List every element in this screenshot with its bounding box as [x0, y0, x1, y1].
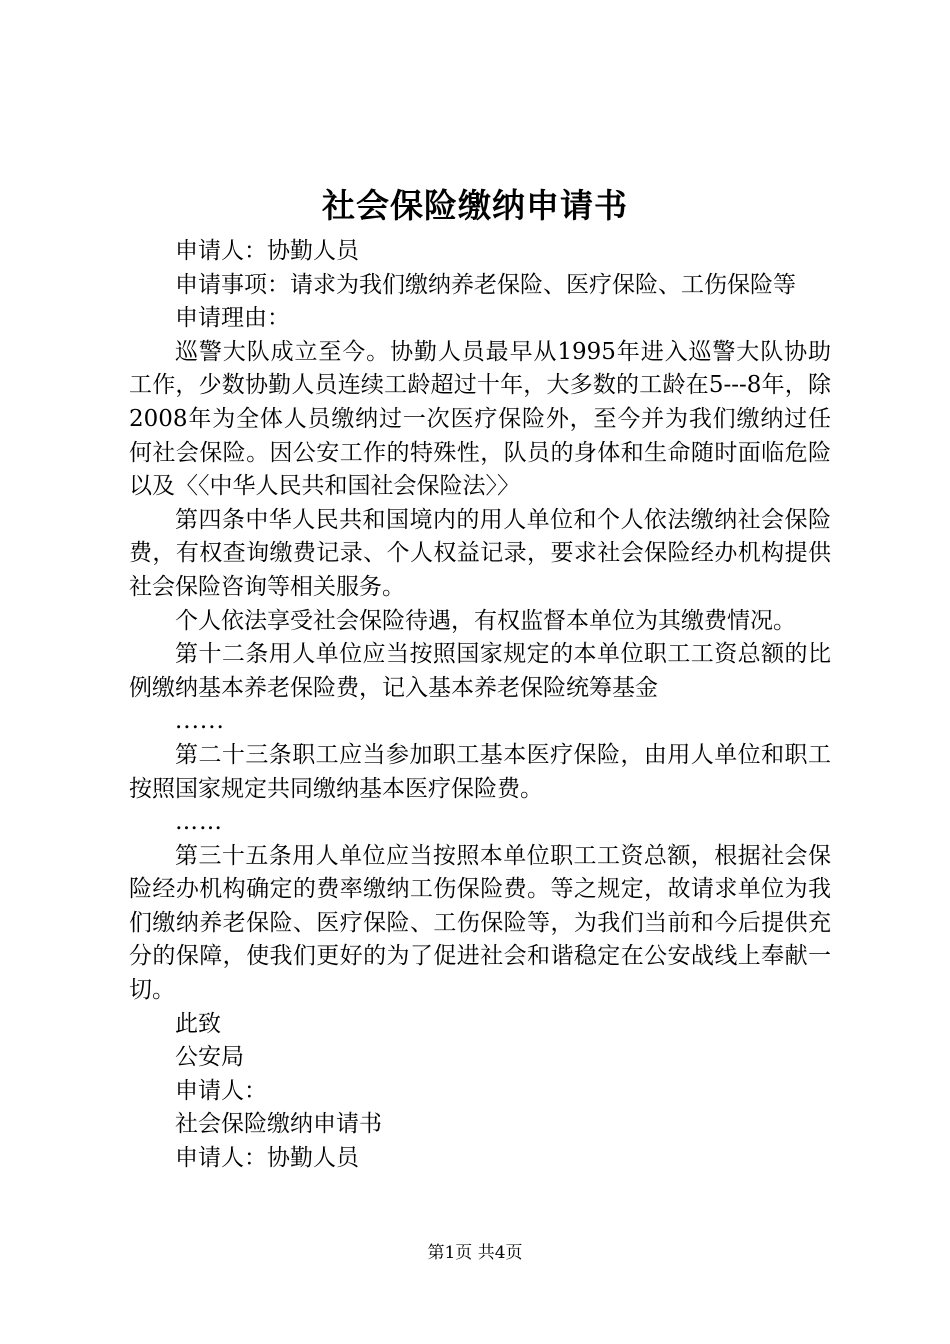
- recipient-line: 公安局: [175, 1044, 244, 1071]
- page-number-footer: 第1页 共4页: [427, 1243, 523, 1263]
- ellipsis-line: ......: [175, 708, 225, 735]
- article-12-paragraph: 第十二条用人单位应当按照国家规定的本单位职工工资总额的比例缴纳基本养老保险费，记入基本养老保险统筹基金: [129, 641, 831, 701]
- reason-paragraph: 巡警大队成立至今。协勤人员最早从1995年进入巡警大队协助工作，少数协勤人员连续工龄超过十年，大多数的工龄在5---8年，除2008年为全体人员缴纳过一次医疗保险外，至今并为我们缴纳过任何社会保险。因公安工作的特殊性，队员的身体和生命随时面临危险以及〈〈中华人民共和国社会保险法〉〉: [129, 338, 831, 500]
- article-23-paragraph: 第二十三条职工应当参加职工基本医疗保险，由用人单位和职工按照国家规定共同缴纳基本医疗保险费。: [129, 741, 831, 802]
- page-title: 社会保险缴纳申请书: [322, 186, 628, 225]
- document-body: [129, 235, 831, 1176]
- salutation-line: 此致: [175, 1010, 221, 1037]
- personal-rights-paragraph: 个人依法享受社会保险待遇，有权监督本单位为其缴费情况。: [175, 607, 796, 634]
- signature-line: 申请人：: [175, 1077, 267, 1104]
- applicant-line: 申请人：协勤人员: [175, 238, 359, 264]
- repeated-title-line: 社会保险缴纳申请书: [175, 1111, 382, 1138]
- ellipsis-line: ……: [175, 809, 223, 836]
- applicant-line: 申请人：协勤人员: [175, 1145, 359, 1172]
- article-4-paragraph: 第四条中华人民共和国境内的用人单位和个人依法缴纳社会保险费，有权查询缴费记录、个人权益记录，要求社会保险经办机构提供社会保险咨询等相关服务。: [129, 506, 831, 600]
- reason-heading: 申请理由：: [175, 305, 290, 332]
- article-35-paragraph: 第三十五条用人单位应当按照本单位职工工资总额，根据社会保险经办机构确定的费率缴纳工伤保险费。等之规定，故请求单位为我们缴纳养老保险、医疗保险、工伤保险等，为我们当前和今后提供充分的保障，使我们更好的为了促进社会和谐稳定在公安战线上奉献一切。: [129, 842, 831, 1004]
- request-matter-paragraph: 申请事项：请求为我们缴纳养老保险、医疗保险、工伤保险等: [175, 271, 796, 298]
